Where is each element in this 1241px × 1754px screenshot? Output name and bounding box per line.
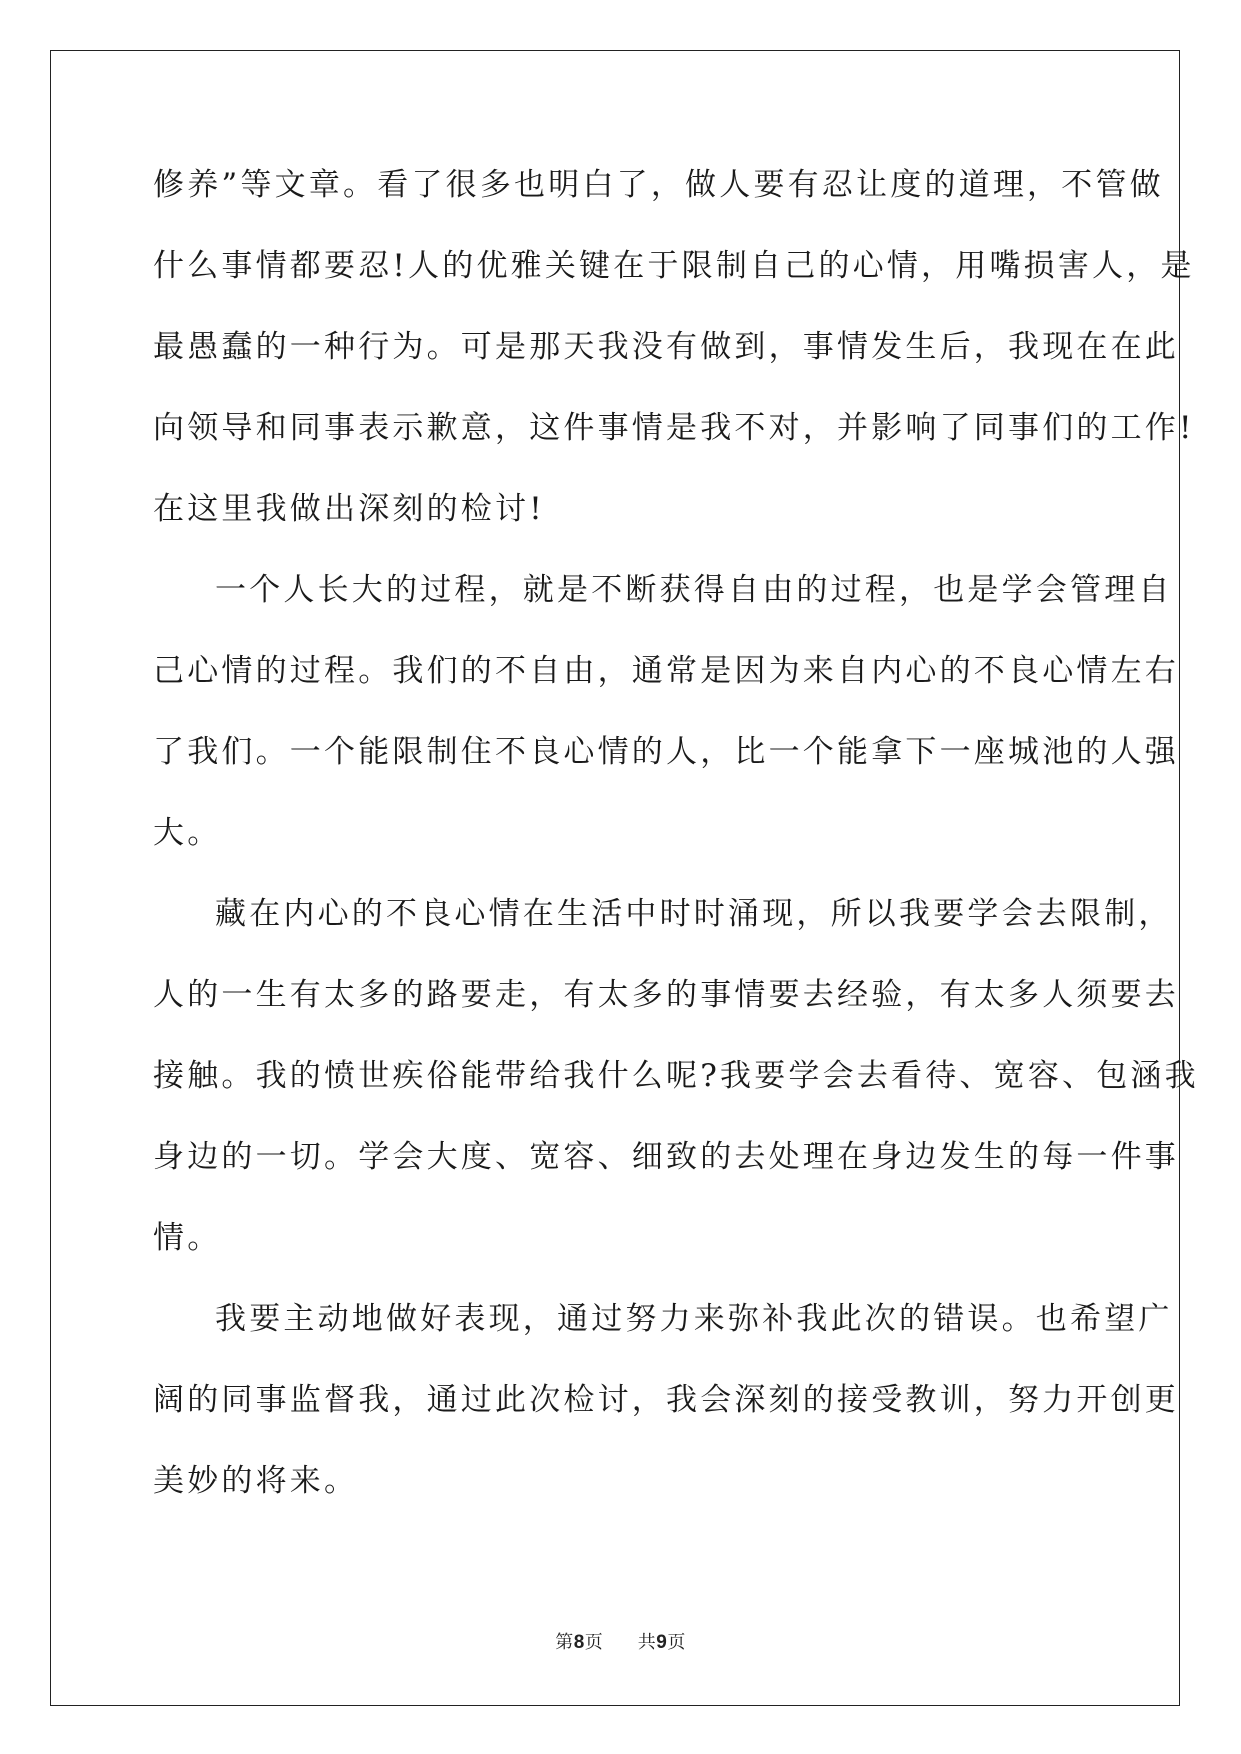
page-prefix: 第 (555, 1632, 574, 1653)
total-suffix: 页 (667, 1632, 686, 1653)
page-total-label (638, 1632, 686, 1653)
document-body (153, 155, 1199, 1532)
page-number-label (555, 1632, 609, 1653)
text-line: 在这里我做出深刻的检讨! (153, 491, 545, 527)
current-page-number: 8 (573, 1632, 585, 1653)
text-line: 阔的同事监督我，通过此次检讨，我会深刻的接受教训，努力开创更 (153, 1382, 1179, 1418)
text-line: 了我们。一个能限制住不良心情的人，比一个能拿下一座城池的人强 (153, 734, 1179, 770)
text-line: 最愚蠢的一种行为。可是那天我没有做到，事情发生后，我现在在此 (153, 329, 1179, 365)
text-line: 己心情的过程。我们的不自由，通常是因为来自内心的不良心情左右 (153, 653, 1179, 689)
paragraph-start-line: 藏在内心的不良心情在生活中时时涌现，所以我要学会去限制， (215, 896, 1173, 932)
page-suffix: 页 (584, 1632, 604, 1653)
text-line: 什么事情都要忍!人的优雅关键在于限制自己的心情，用嘴损害人，是 (153, 248, 1195, 284)
text-line: 向领导和同事表示歉意，这件事情是我不对，并影响了同事们的工作! (153, 410, 1195, 446)
text-line: 人的一生有太多的路要走，有太多的事情要去经验，有太多人须要去 (153, 977, 1179, 1013)
text-line: 大。 (153, 815, 222, 851)
paragraph-start-line: 一个人长大的过程，就是不断获得自由的过程，也是学会管理自 (215, 572, 1173, 608)
text-line: 身边的一切。学会大度、宽容、细致的去处理在身边发生的每一件事 (153, 1139, 1179, 1175)
total-prefix: 共 (637, 1632, 657, 1653)
total-page-number: 9 (656, 1632, 668, 1653)
paragraph-start-line: 我要主动地做好表现，通过努力来弥补我此次的错误。也希望广 (215, 1301, 1173, 1337)
text-line: 修养”等文章。看了很多也明白了，做人要有忍让度的道理，不管做 (153, 167, 1164, 203)
text-line: 情。 (153, 1220, 222, 1256)
text-line: 接触。我的愤世疾俗能带给我什么呢?我要学会去看待、宽容、包涵我 (153, 1058, 1199, 1094)
page-footer (0, 1628, 1241, 1654)
text-line: 美妙的将来。 (153, 1463, 359, 1499)
